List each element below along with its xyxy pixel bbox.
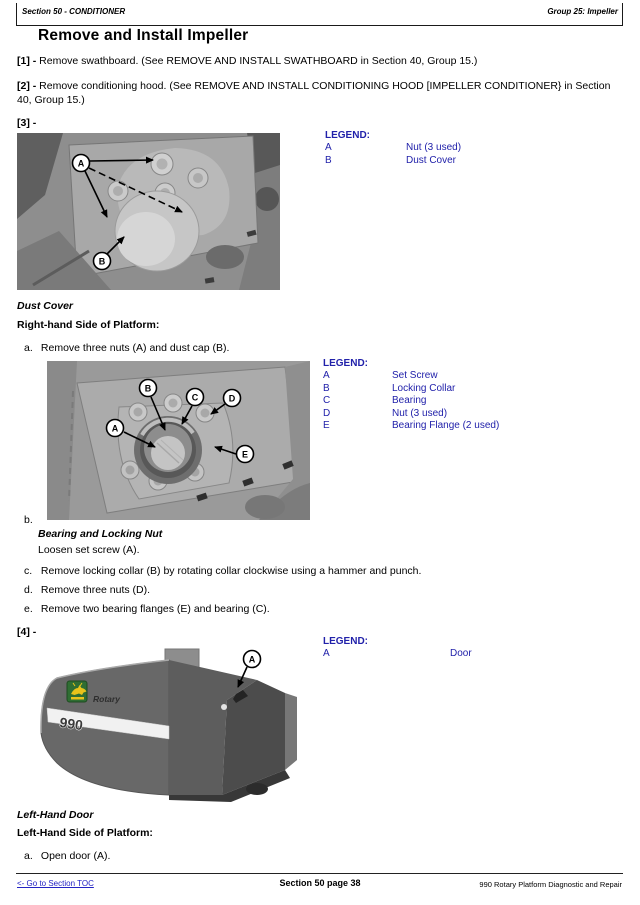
subheading-right-hand: Right-hand Side of Platform: [17,319,160,331]
page-title: Remove and Install Impeller [38,27,249,44]
header-rule [16,25,623,26]
callout-d-badge [224,390,241,407]
svg-text:A: A [111,423,119,434]
substep-d: d. Remove three nuts (D). [24,584,151,596]
step-3 [17,117,625,131]
figure-left-door-photo [17,645,310,803]
footer-rule [16,873,623,874]
legend-1-title: LEGEND: [325,130,370,141]
legend-3-title: LEGEND: [323,636,368,647]
section-heading-dust-cover: Dust Cover [17,300,74,312]
callout-c-badge [187,389,204,406]
footer-doc-title: 990 Rotary Platform Diagnostic and Repair [479,880,622,889]
legend-row: A Set Screw [323,370,438,382]
svg-text:A: A [248,654,256,665]
figure-bearing-photo [47,361,310,520]
substep-b-key: b. [24,514,33,526]
callout-a-badge [244,651,261,668]
step-1 [17,55,625,69]
john-deere-logo [67,681,87,702]
callout-a-badge [107,420,124,437]
legend-1 [325,130,461,167]
callout-b-badge [140,380,157,397]
model-number: 990 [58,714,84,734]
callout-a-badge [73,155,90,172]
header-section-label: Section 50 - CONDITIONER [22,7,126,16]
header-group-label: Group 25: Impeller [547,7,618,16]
svg-text:D: D [228,393,236,404]
legend-row: C Bearing [323,395,427,407]
legend-row: A Door [323,648,472,660]
step-4 [17,626,625,640]
header-left-tick [16,3,17,25]
figure-dust-cover-photo [17,133,280,290]
brand-label: Rotary [93,694,120,704]
substep-b-text: Loosen set screw (A). [38,544,140,556]
legend-row: B Locking Collar [323,382,456,394]
footer-toc-link[interactable]: <- Go to Section TOC [17,879,94,888]
legend-2 [323,358,499,432]
svg-text:B: B [98,256,106,267]
svg-text:C: C [191,392,199,403]
step-2-label: [2] - [17,80,37,92]
callout-b-badge [94,253,111,270]
section-heading-left-door: Left-Hand Door [17,809,94,821]
step-1-text: Remove swathboard. (See REMOVE AND INSTALL SWATHBOARD in Section 40, Group 15.) [39,55,478,67]
header-right-tick [622,3,623,25]
legend-row: B Dust Cover [325,154,457,166]
step-2-text: Remove conditioning hood. (See REMOVE AND INSTALL CONDITIONING HOOD [IMPELLER CONDITIONER} in Section 40, Group 15.) [17,80,611,106]
svg-text:B: B [144,383,152,394]
svg-text:A: A [77,158,85,169]
legend-row: A Nut (3 used) [325,142,462,154]
legend-2-title: LEGEND: [323,358,368,369]
legend-row: D Nut (3 used) [323,407,448,419]
subheading-left-hand: Left-Hand Side of Platform: [17,827,153,839]
list-item: a. Remove three nuts (A) and dust cap (B). [24,342,230,354]
substep-b-heading: Bearing and Locking Nut [38,528,163,540]
substep-e: e. Remove two bearing flanges (E) and bearing (C). [24,603,270,615]
footer-page-number: Section 50 page 38 [279,878,361,888]
callout-e-badge [237,446,254,463]
svg-text:E: E [241,449,249,460]
substep-c: c. Remove locking collar (B) by rotating collar clockwise using a hammer and punch. [24,565,422,577]
list-item: a. Open door (A). [24,850,111,862]
step-2 [17,80,625,107]
step-3-label: [3] - [17,117,37,129]
step-1-label: [1] - [17,55,37,67]
legend-row: E Bearing Flange (2 used) [323,420,500,432]
bearing-hub [134,416,202,484]
step-4-label: [4] - [17,626,37,638]
legend-3 [323,636,472,661]
